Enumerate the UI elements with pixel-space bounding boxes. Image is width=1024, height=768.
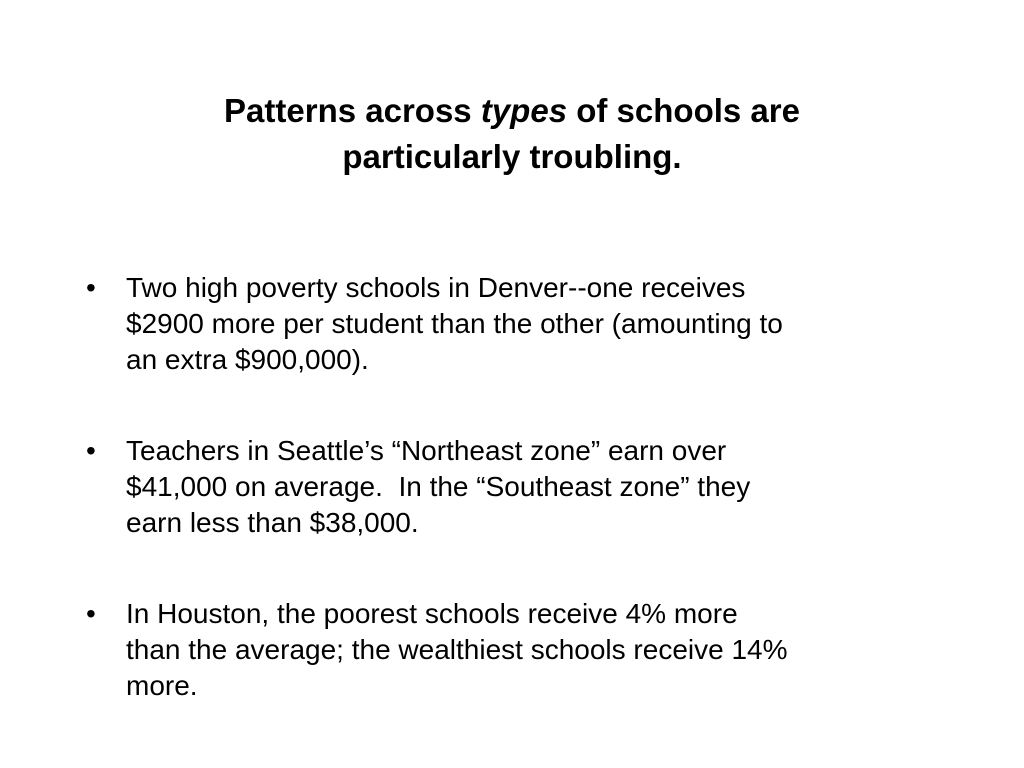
bullet-icon: • [86,435,96,466]
bullet-text-line: $2900 more per student than the other (amounting to [126,308,783,339]
bullet-text-line: earn less than $38,000. [126,507,419,538]
bullet-item-houston [86,596,966,704]
bullet-icon: • [86,272,96,303]
bullet-text-line: an extra $900,000). [126,344,369,375]
bullet-list [86,270,966,704]
bullet-text-line: $41,000 on average. In the “Southeast zone” they [126,471,751,502]
bullet-item-denver [86,270,966,378]
bullet-text-line: than the average; the wealthiest schools receive 14% [126,634,788,665]
bullet-icon: • [86,598,96,629]
slide-title [80,88,944,180]
bullet-text-line: Two high poverty schools in Denver--one receives [126,272,746,303]
title-part1: Patterns across [224,92,481,129]
bullet-text-line: more. [126,670,198,701]
title-emphasis: types [480,92,568,129]
bullet-text-line: Teachers in Seattle’s “Northeast zone” earn over [126,435,727,466]
bullet-item-seattle [86,433,966,541]
title-line2: particularly troubling. [342,138,682,175]
title-part2: of schools are [567,92,800,129]
bullet-text-line: In Houston, the poorest schools receive 4% more [126,598,738,629]
